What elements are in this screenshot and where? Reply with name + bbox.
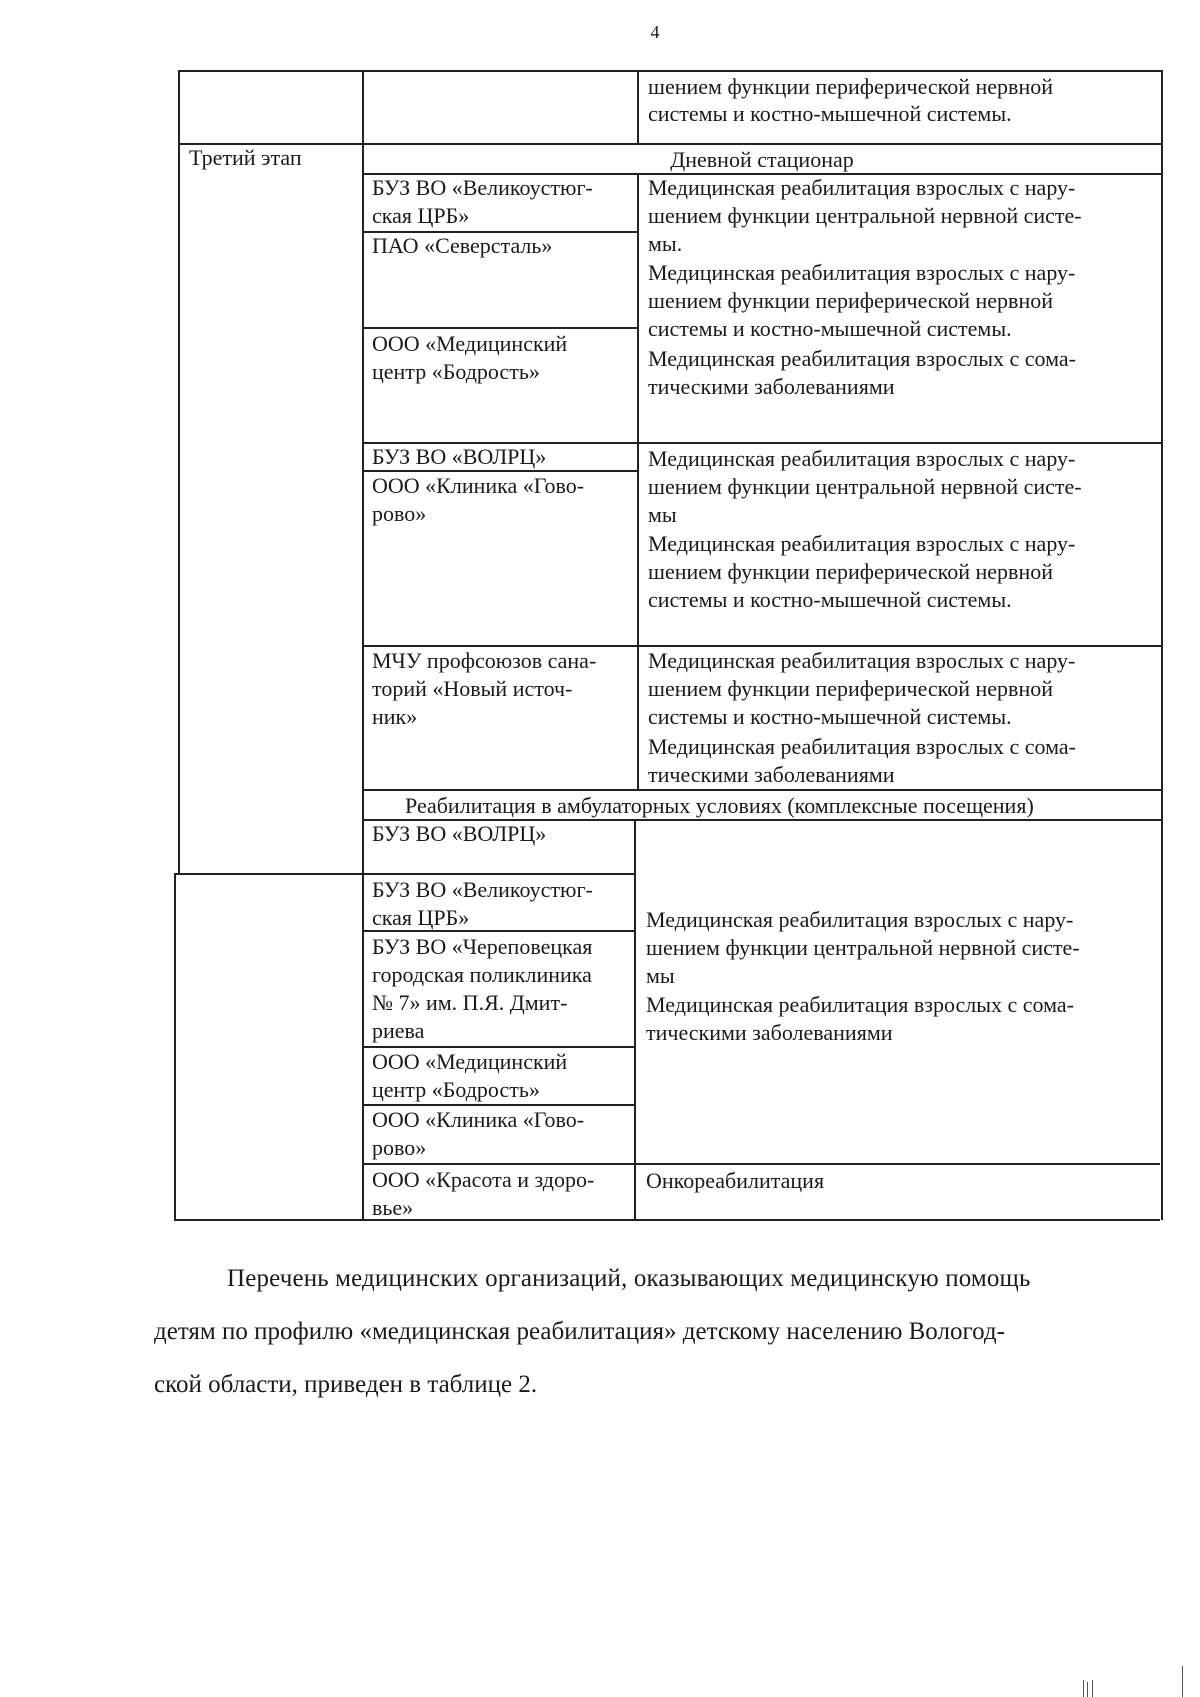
org-name: № 7» им. П.Я. Дмит- — [372, 990, 568, 1015]
org-name: торий «Новый источ- — [372, 676, 573, 701]
org-name: ская ЦРБ» — [372, 203, 470, 228]
stage-label: Третий этап — [189, 145, 302, 170]
scan-artifact — [1087, 1682, 1088, 1697]
org-name: ООО «Медицинский — [372, 1049, 568, 1074]
org-name: центр «Бодрость» — [372, 1077, 540, 1102]
org-name: БУЗ ВО «ВОЛРЦ» — [372, 444, 547, 469]
table-rule — [637, 173, 639, 790]
org-name: ООО «Клиника «Гово- — [372, 1107, 585, 1132]
table-rule — [362, 873, 634, 875]
table-rule — [178, 143, 1162, 145]
table-rule — [176, 873, 362, 875]
profile-text: шением функции центральной нервной систе- — [646, 935, 1080, 960]
scan-artifact — [1083, 1680, 1084, 1697]
org-name: ООО «Клиника «Гово- — [372, 473, 585, 498]
org-name: БУЗ ВО «ВОЛРЦ» — [372, 821, 547, 846]
profile-text: Медицинская реабилитация взрослых с нару- — [646, 907, 1074, 932]
profile-text: Медицинская реабилитация взрослых с сома- — [648, 734, 1076, 759]
profile-text: шением функции периферической нервной — [648, 559, 1053, 584]
paragraph-line: Перечень медицинских организаций, оказывающих медицинскую помощь — [227, 1265, 1031, 1292]
profile-text: Медицинская реабилитация взрослых с нару- — [648, 446, 1076, 471]
org-name: риева — [372, 1018, 425, 1043]
profile-text: мы — [648, 502, 677, 527]
profile-text: системы и костно-мышечной системы. — [648, 704, 1012, 729]
table-rule — [637, 70, 639, 144]
org-name: ПАО «Северсталь» — [372, 233, 553, 258]
table-rule — [362, 1163, 1160, 1165]
profile-text: тическими заболеваниями — [648, 374, 895, 399]
section-heading-day-hospital: Дневной стационар — [670, 147, 854, 172]
table-rule — [634, 819, 636, 1220]
profile-text: мы — [646, 963, 675, 988]
org-name: БУЗ ВО «Великоустюг- — [372, 175, 593, 200]
org-name: ник» — [372, 704, 418, 729]
org-name: вье» — [372, 1195, 414, 1220]
profile-text: шением функции центральной нервной систе- — [648, 474, 1082, 499]
profile-text: шением функции центральной нервной систе- — [648, 203, 1082, 228]
org-name: БУЗ ВО «Великоустюг- — [372, 877, 593, 902]
org-name: городская поликлиника — [372, 962, 592, 987]
org-name: МЧУ профсоюзов сана- — [372, 648, 597, 673]
org-name: ООО «Красота и здоро- — [372, 1167, 595, 1192]
page-number: 4 — [650, 22, 660, 42]
scan-artifact — [1092, 1680, 1093, 1697]
table-rule — [174, 1219, 1160, 1221]
scan-artifact — [1182, 1666, 1183, 1697]
profile-text: Медицинская реабилитация взрослых с нару- — [648, 648, 1076, 673]
table-rule — [1161, 70, 1163, 1220]
profile-text: тическими заболеваниями — [646, 1020, 893, 1045]
profile-text: Медицинская реабилитация взрослых с сома- — [646, 992, 1074, 1017]
table-rule — [362, 70, 364, 1220]
org-name: рово» — [372, 1135, 427, 1160]
profile-text: Медицинская реабилитация взрослых с нару- — [648, 531, 1076, 556]
table-rule — [178, 70, 180, 873]
paragraph-line: детям по профилю «медицинская реабилитация» детскому населению Вологод- — [154, 1318, 1005, 1345]
profile-text: системы и костно-мышечной системы. — [648, 316, 1012, 341]
profile-text: Медицинская реабилитация взрослых с нару- — [648, 175, 1076, 200]
table-rule — [362, 327, 637, 329]
cell-text: системы и костно-мышечной системы. — [648, 101, 1012, 126]
profile-text: Онкореабилитация — [646, 1168, 825, 1193]
org-name: рово» — [372, 501, 427, 526]
org-name: ская ЦРБ» — [372, 905, 470, 930]
cell-text: шением функции периферической нервной — [648, 74, 1053, 99]
table-rule — [362, 789, 1162, 791]
profile-text: системы и костно-мышечной системы. — [648, 587, 1012, 612]
org-name: центр «Бодрость» — [372, 359, 540, 384]
profile-text: шением функции периферической нервной — [648, 676, 1053, 701]
paragraph-line: ской области, приведен в таблице 2. — [154, 1371, 538, 1398]
section-heading-outpatient: Реабилитация в амбулаторных условиях (комплексные посещения) — [405, 793, 1034, 818]
profile-text: шением функции периферической нервной — [648, 288, 1053, 313]
org-name: ООО «Медицинский — [372, 331, 568, 356]
org-name: БУЗ ВО «Череповецкая — [372, 934, 593, 959]
profile-text: тическими заболеваниями — [648, 762, 895, 787]
table-rule — [178, 70, 1162, 72]
profile-text: мы. — [648, 231, 683, 256]
table-rule — [174, 873, 176, 1220]
profile-text: Медицинская реабилитация взрослых с нару- — [648, 260, 1076, 285]
profile-text: Медицинская реабилитация взрослых с сома- — [648, 346, 1076, 371]
